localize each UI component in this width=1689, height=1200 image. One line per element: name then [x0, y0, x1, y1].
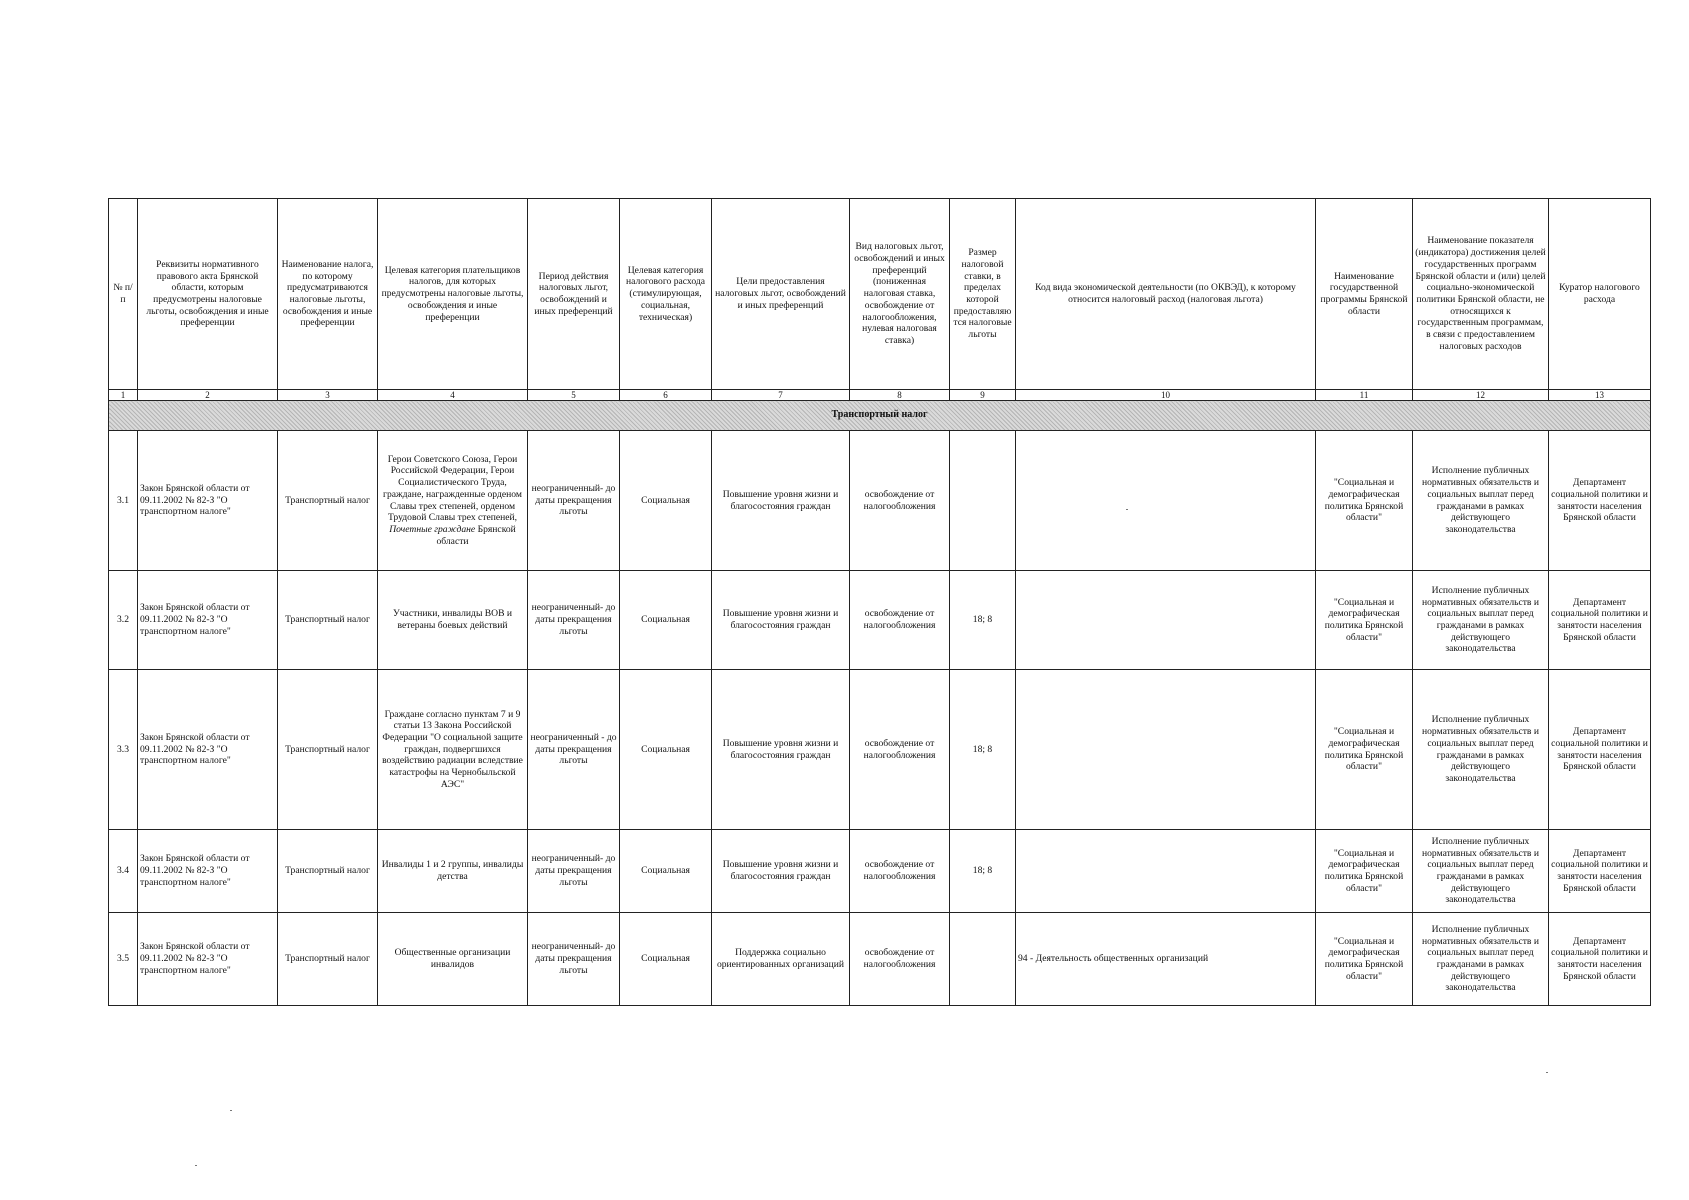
curator-cell: Департамент социальной политики и занятости населения Брянской области — [1549, 830, 1651, 913]
rate-cell: 18; 8 — [950, 830, 1016, 913]
program-cell: "Социальная и демографическая политика Брянской области" — [1316, 913, 1413, 1006]
okved-cell — [1016, 571, 1316, 670]
okved-cell — [1016, 670, 1316, 830]
column-number: 3 — [278, 390, 378, 401]
header-cell-act: Реквизиты нормативного правового акта Брянской области, которым предусмотрены налоговые льготы, освобождения и иные преференции — [138, 199, 278, 390]
column-number: 9 — [950, 390, 1016, 401]
benefit-kind-cell: освобождение от налогообложения — [850, 670, 950, 830]
benefit-kind-cell: освобождение от налогообложения — [850, 913, 950, 1006]
indicator-cell: Исполнение публичных нормативных обязательств и социальных выплат перед гражданами в рамках действующего законодательства — [1413, 830, 1549, 913]
scan-speck — [1546, 1072, 1548, 1073]
rate-cell: 18; 8 — [950, 571, 1016, 670]
column-number: 6 — [620, 390, 712, 401]
table-row — [109, 913, 1651, 1006]
curator-cell: Департамент социальной политики и занятости населения Брянской области — [1549, 913, 1651, 1006]
legal-act-cell: Закон Брянской области от 09.11.2002 № 82-З "О транспортном налоге" — [138, 571, 278, 670]
column-number: 7 — [712, 390, 850, 401]
tax-expenditure-sheet — [108, 198, 1650, 1006]
legal-act-cell: Закон Брянской области от 09.11.2002 № 82-З "О транспортном налоге" — [138, 830, 278, 913]
column-number: 10 — [1016, 390, 1316, 401]
scan-speck — [195, 1165, 197, 1166]
header-cell-indicator: Наименование показателя (индикатора) достижения целей государственных программ Брянской области и (или) целей социально-экономической политики Брянской области, не относящихся к государственным программам, в связи с предоставлением налоговых расходов — [1413, 199, 1549, 390]
tax-name-cell: Транспортный налог — [278, 571, 378, 670]
scan-speck — [230, 1110, 232, 1111]
taxpayer-category-cell — [378, 431, 528, 571]
goal-cell: Повышение уровня жизни и благосостояния граждан — [712, 571, 850, 670]
indicator-cell: Исполнение публичных нормативных обязательств и социальных выплат перед гражданами в рамках действующего законодательства — [1413, 670, 1549, 830]
goal-cell: Повышение уровня жизни и благосостояния граждан — [712, 830, 850, 913]
header-cell-period: Период действия налоговых льгот, освобождений и иных преференций — [528, 199, 620, 390]
program-cell: "Социальная и демографическая политика Брянской области" — [1316, 571, 1413, 670]
category-tail-text: Брянской области — [436, 523, 516, 547]
taxpayer-category-cell: Участники, инвалиды ВОВ и ветераны боевых действий — [378, 571, 528, 670]
goal-cell: Поддержка социально ориентированных организаций — [712, 913, 850, 1006]
period-cell: неограниченный- до даты прекращения льготы — [528, 431, 620, 571]
table-row — [109, 830, 1651, 913]
header-cell-kind: Вид налоговых льгот, освобождений и иных преференций (пониженная налоговая ставка, освобождение от налогообложения, нулевая налоговая ставка) — [850, 199, 950, 390]
column-number: 5 — [528, 390, 620, 401]
curator-cell: Департамент социальной политики и занятости населения Брянской области — [1549, 670, 1651, 830]
section-title: Транспортный налог — [109, 401, 1651, 431]
legal-act-cell: Закон Брянской области от 09.11.2002 № 82-З "О транспортном налоге" — [138, 913, 278, 1006]
benefit-kind-cell: освобождение от налогообложения — [850, 431, 950, 571]
tax-name-cell: Транспортный налог — [278, 670, 378, 830]
column-number: 4 — [378, 390, 528, 401]
column-number: 2 — [138, 390, 278, 401]
table-row — [109, 670, 1651, 830]
row-number: 3.4 — [109, 830, 138, 913]
rate-cell: 18; 8 — [950, 670, 1016, 830]
header-cell-rate: Размер налоговой ставки, в пределах которой предоставляются налоговые льготы — [950, 199, 1016, 390]
tax-expenditure-table — [108, 198, 1651, 1006]
column-number: 12 — [1413, 390, 1549, 401]
indicator-cell: Исполнение публичных нормативных обязательств и социальных выплат перед гражданами в рамках действующего законодательства — [1413, 913, 1549, 1006]
program-cell: "Социальная и демографическая политика Брянской области" — [1316, 431, 1413, 571]
header-cell-curator: Куратор налогового расхода — [1549, 199, 1651, 390]
taxpayer-category-cell: Инвалиды 1 и 2 группы, инвалиды детства — [378, 830, 528, 913]
legal-act-cell: Закон Брянской области от 09.11.2002 № 82-З "О транспортном налоге" — [138, 670, 278, 830]
column-number: 1 — [109, 390, 138, 401]
benefit-kind-cell: освобождение от налогообложения — [850, 571, 950, 670]
rate-cell — [950, 431, 1016, 571]
period-cell: неограниченный - до даты прекращения льготы — [528, 670, 620, 830]
rate-cell — [950, 913, 1016, 1006]
header-cell-num: № п/п — [109, 199, 138, 390]
tax-name-cell: Транспортный налог — [278, 830, 378, 913]
row-number: 3.5 — [109, 913, 138, 1006]
column-number: 8 — [850, 390, 950, 401]
goal-cell: Повышение уровня жизни и благосостояния граждан — [712, 670, 850, 830]
target-category-cell: Социальная — [620, 670, 712, 830]
table-row — [109, 431, 1651, 571]
header-cell-goal: Цели предоставления налоговых льгот, освобождений и иных преференций — [712, 199, 850, 390]
row-number: 3.1 — [109, 431, 138, 571]
okved-cell: 94 - Деятельность общественных организаций — [1016, 913, 1316, 1006]
okved-cell — [1016, 431, 1316, 571]
program-cell: "Социальная и демографическая политика Брянской области" — [1316, 830, 1413, 913]
table-row — [109, 571, 1651, 670]
curator-cell: Департамент социальной политики и занятости населения Брянской области — [1549, 571, 1651, 670]
header-cell-target: Целевая категория налогового расхода (стимулирующая, социальная, техническая) — [620, 199, 712, 390]
column-number: 13 — [1549, 390, 1651, 401]
benefit-kind-cell: освобождение от налогообложения — [850, 830, 950, 913]
scan-speck — [1126, 509, 1128, 510]
taxpayer-category-cell: Общественные организации инвалидов — [378, 913, 528, 1006]
period-cell: неограниченный- до даты прекращения льготы — [528, 913, 620, 1006]
tax-name-cell: Транспортный налог — [278, 431, 378, 571]
category-text: Герои Советского Союза, Герои Российской Федерации, Герои Социалистического Труда, граждане, награжденные орденом Славы трех степеней, орденом Трудовой Славы трех степеней, — [383, 453, 522, 524]
column-number-row — [109, 390, 1651, 401]
target-category-cell: Социальная — [620, 913, 712, 1006]
column-number: 11 — [1316, 390, 1413, 401]
target-category-cell: Социальная — [620, 431, 712, 571]
goal-cell: Повышение уровня жизни и благосостояния граждан — [712, 431, 850, 571]
header-cell-program: Наименование государственной программы Брянской области — [1316, 199, 1413, 390]
okved-cell — [1016, 830, 1316, 913]
indicator-cell: Исполнение публичных нормативных обязательств и социальных выплат перед гражданами в рамках действующего законодательства — [1413, 431, 1549, 571]
row-number: 3.2 — [109, 571, 138, 670]
program-cell: "Социальная и демографическая политика Брянской области" — [1316, 670, 1413, 830]
header-cell-tax: Наименование налога, по которому предусматриваются налоговые льготы, освобождения и иные преференции — [278, 199, 378, 390]
indicator-cell: Исполнение публичных нормативных обязательств и социальных выплат перед гражданами в рамках действующего законодательства — [1413, 571, 1549, 670]
section-row — [109, 401, 1651, 431]
target-category-cell: Социальная — [620, 571, 712, 670]
period-cell: неограниченный- до даты прекращения льготы — [528, 571, 620, 670]
period-cell: неограниченный- до даты прекращения льготы — [528, 830, 620, 913]
row-number: 3.3 — [109, 670, 138, 830]
target-category-cell: Социальная — [620, 830, 712, 913]
header-cell-okved: Код вида экономической деятельности (по ОКВЭД), к которому относится налоговый расход (налоговая льгота) — [1016, 199, 1316, 390]
header-cell-category: Целевая категория плательщиков налогов, для которых предусмотрены налоговые льготы, освобождения и иные преференции — [378, 199, 528, 390]
legal-act-cell: Закон Брянской области от 09.11.2002 № 82-З "О транспортном налоге" — [138, 431, 278, 571]
header-row — [109, 199, 1651, 390]
taxpayer-category-cell: Граждане согласно пунктам 7 и 9 статьи 13 Закона Российской Федерации "О социальной защите граждан, подвергшихся воздействию радиации вследствие катастрофы на Чернобыльской АЭС" — [378, 670, 528, 830]
tax-name-cell: Транспортный налог — [278, 913, 378, 1006]
category-italic-text: Почетные граждане — [389, 523, 476, 535]
curator-cell: Департамент социальной политики и занятости населения Брянской области — [1549, 431, 1651, 571]
